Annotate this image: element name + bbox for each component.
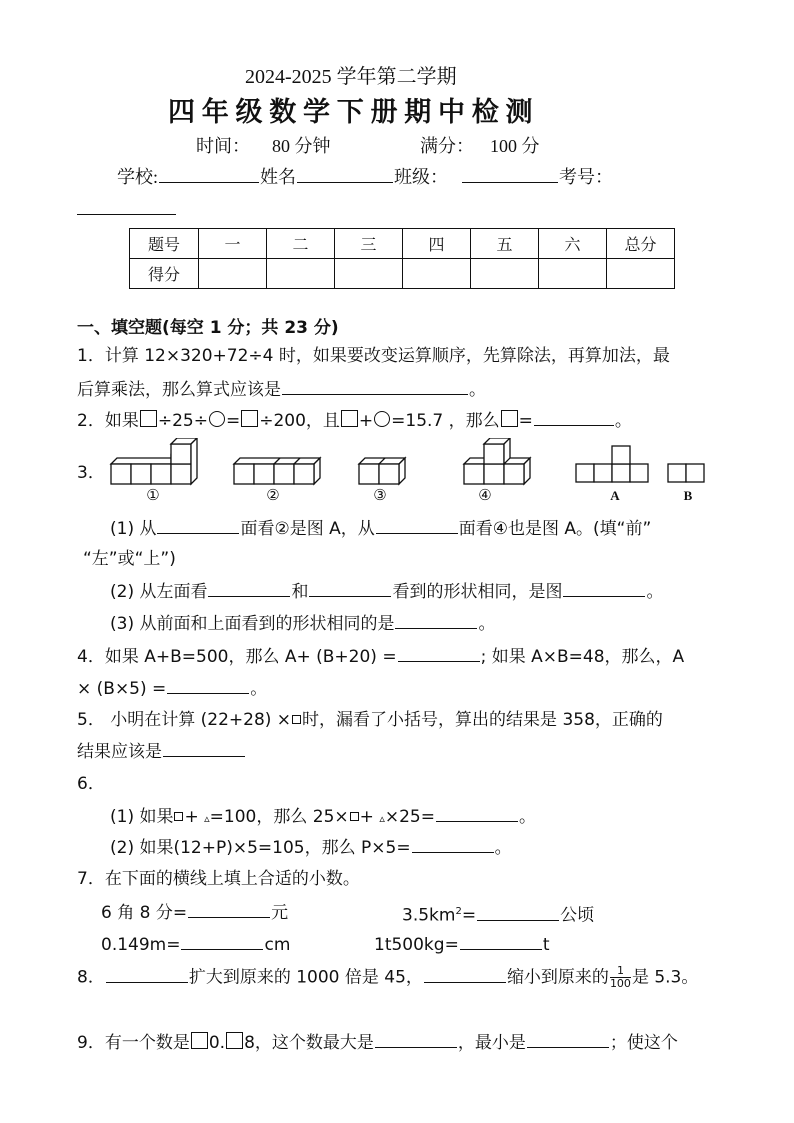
q9-blank[interactable] — [375, 1031, 457, 1048]
q7-a — [101, 901, 288, 924]
figure-label-4: ④ — [478, 488, 492, 504]
q3-text: 和 — [291, 582, 309, 602]
q3-text: (3) 从前面和上面看到的形状相同的是 — [110, 614, 395, 634]
small-triangle-icon: ▵ — [379, 812, 385, 825]
q1-text: 后算乘法，那么算式应该是 — [77, 380, 281, 400]
q7-text: t — [542, 935, 550, 955]
q1-line1: 1．计算 12×320+72÷4 时，如果要改变运算顺序，先算除法，再算加法，最 — [77, 346, 670, 366]
q8-line — [77, 965, 698, 990]
q5-text: 5． 小明在计算 (22+28) × — [77, 710, 292, 730]
q2-text: 2．如果 — [77, 411, 139, 431]
table-cell: 一 — [199, 229, 267, 259]
table-cell: 总分 — [607, 229, 675, 259]
q9-text: ；使这个 — [609, 1033, 678, 1053]
score-table-score-row — [130, 259, 675, 289]
circle-icon — [374, 411, 390, 427]
q3-text: 面看④也是图 A。(填“前” — [458, 519, 652, 539]
q3-sub3 — [110, 612, 495, 635]
q6-sub1 — [110, 805, 536, 830]
q3-text: 面看②是图 A，从 — [240, 519, 375, 539]
q2-text: ÷200，且 — [259, 411, 340, 431]
q7-text: 元 — [271, 903, 289, 923]
q8-text: 是 5.3。 — [631, 967, 699, 988]
q8-blank[interactable] — [424, 966, 506, 983]
q9-line — [77, 1031, 678, 1054]
q7-sup: 2 — [455, 906, 462, 917]
q1-blank[interactable] — [282, 378, 468, 395]
q3-text: 看到的形状相同，是图 — [392, 582, 563, 602]
q6-text: 。 — [518, 807, 536, 827]
q7-text: 6 角 8 分= — [101, 903, 188, 923]
q9-text: 0. — [208, 1033, 226, 1053]
score-cell[interactable] — [471, 259, 539, 289]
view-b-icon — [668, 464, 704, 482]
score-cell[interactable] — [539, 259, 607, 289]
q5-text: 时，漏看了小括号，算出的结果是 358，正确的 — [302, 710, 663, 730]
score-cell[interactable] — [607, 259, 675, 289]
student-info-line — [117, 163, 613, 189]
time-value: 80 分钟 — [272, 136, 331, 156]
square-box-icon — [341, 410, 358, 427]
square-box-icon — [241, 410, 258, 427]
q1-end: 。 — [469, 380, 486, 400]
q8-text: 缩小到原来的 — [506, 967, 609, 988]
q6-text: 。 — [494, 838, 512, 858]
figure-label-1: ① — [146, 488, 160, 504]
small-square-icon — [174, 812, 183, 821]
score-table-header-row — [130, 229, 675, 259]
q3-text: (2) 从左面看 — [110, 582, 208, 602]
table-cell: 三 — [335, 229, 403, 259]
q3-blank[interactable] — [309, 580, 391, 597]
square-box-icon — [140, 410, 157, 427]
q2-text: = — [225, 411, 241, 431]
q7-blank[interactable] — [188, 901, 270, 918]
full-score-value: 100 分 — [490, 136, 540, 156]
name-blank[interactable] — [297, 166, 393, 183]
school-label: 学校: — [117, 167, 159, 187]
q7-c — [101, 933, 290, 956]
q5-line1 — [77, 709, 663, 731]
cube-figures — [108, 438, 728, 498]
q9-text: 8，这个数最大是 — [244, 1033, 374, 1053]
q3-blank[interactable] — [395, 612, 477, 629]
q7-text: cm — [264, 935, 291, 955]
q6-sub2 — [110, 836, 512, 859]
q7-d — [374, 933, 549, 956]
exam-no-label: 考号： — [559, 167, 614, 187]
table-cell: 六 — [539, 229, 607, 259]
q7-text: 1t500kg= — [374, 935, 459, 955]
q2-text: =15.7 ，那么 — [391, 411, 500, 431]
q2-line — [77, 409, 632, 432]
score-cell[interactable] — [403, 259, 471, 289]
q8-text: 8． — [77, 967, 105, 988]
figure-label-3: ③ — [373, 488, 387, 504]
table-cell: 得分 — [130, 259, 199, 289]
cube-figure-1-icon — [111, 438, 197, 484]
page-title: 四 年 级 数 学 下 册 期 中 检 测 — [168, 97, 533, 127]
cube-figure-2-icon — [234, 458, 320, 484]
square-box-icon — [226, 1032, 243, 1049]
exam-no-blank[interactable] — [77, 214, 176, 215]
q9-text: 9．有一个数是 — [77, 1033, 190, 1053]
fraction — [610, 965, 631, 990]
q3-blank[interactable] — [157, 517, 239, 534]
table-cell: 四 — [403, 229, 471, 259]
figure-label-2: ② — [266, 488, 280, 504]
table-cell: 二 — [267, 229, 335, 259]
q2-text: ÷25÷ — [157, 411, 208, 431]
q4-text: × (B×5) = — [77, 679, 167, 699]
circle-icon — [209, 411, 225, 427]
view-a-icon — [576, 446, 648, 482]
q3-blank[interactable] — [376, 517, 458, 534]
square-box-icon — [501, 410, 518, 427]
score-table — [129, 228, 675, 289]
q7-text: 0.149m= — [101, 935, 181, 955]
fraction-numerator: 1 — [610, 965, 631, 978]
q6-text: ×25= — [384, 807, 435, 827]
q4-line2 — [77, 677, 267, 700]
term-line: 2024-2025 学年第二学期 — [245, 66, 457, 88]
table-cell: 五 — [471, 229, 539, 259]
q4-blank[interactable] — [167, 677, 249, 694]
q3-blank[interactable] — [563, 580, 645, 597]
q4-text: ; 如果 A×B=48，那么，A — [480, 647, 685, 667]
score-cell[interactable] — [199, 259, 267, 289]
q6-text: + — [184, 807, 205, 827]
class-blank[interactable] — [462, 166, 558, 183]
q5-line2 — [77, 740, 246, 763]
name-label: 姓名 — [260, 167, 297, 187]
q7-blank[interactable] — [460, 933, 542, 950]
q3-text: 。 — [646, 582, 664, 602]
q4-text: 4．如果 A+B=500，那么 A+ (B+20) = — [77, 647, 397, 667]
q7-text: 公顷 — [560, 905, 595, 926]
q5-blank[interactable] — [163, 740, 245, 757]
class-label: 班级： — [394, 167, 449, 187]
q7-line: 7．在下面的横线上填上合适的小数。 — [77, 869, 360, 889]
score-cell[interactable] — [267, 259, 335, 289]
q8-text: 扩大到原来的 1000 倍是 45， — [188, 967, 423, 988]
figure-label-a: A — [610, 488, 620, 503]
q9-text: ，最小是 — [457, 1033, 526, 1053]
q7-text: 3.5km — [402, 905, 456, 926]
q3-text: (1) 从 — [110, 519, 157, 539]
q4-text: 。 — [250, 679, 268, 699]
cube-figure-4-icon — [464, 438, 530, 484]
full-score-label: 满分： — [420, 136, 474, 156]
q3-sub2 — [110, 580, 663, 603]
q7-b — [402, 901, 594, 927]
q4-blank[interactable] — [398, 645, 480, 662]
q7-blank[interactable] — [181, 933, 263, 950]
q6-text: =100，那么 25× — [209, 807, 349, 827]
q2-blank[interactable] — [534, 409, 614, 426]
q6-text: (1) 如果 — [110, 807, 174, 827]
q6-text: + — [359, 807, 380, 827]
q2-text: = — [518, 411, 533, 431]
q6-number: 6． — [77, 774, 105, 794]
q2-text: + — [358, 411, 374, 431]
q4-line1 — [77, 645, 684, 668]
q3-number: 3． — [77, 463, 105, 483]
score-cell[interactable] — [335, 259, 403, 289]
fraction-denominator: 100 — [609, 977, 631, 990]
q2-end: 。 — [614, 411, 632, 431]
time-label: 时间： — [196, 136, 250, 156]
q3-sub1-cont: “左”或“上”) — [83, 549, 176, 569]
small-square-icon — [350, 812, 359, 821]
q3-sub1 — [110, 517, 651, 540]
q6-text: (2) 如果(12+P)×5=105，那么 P×5= — [110, 838, 411, 858]
q6-blank[interactable] — [412, 836, 494, 853]
q8-blank[interactable] — [106, 966, 188, 983]
table-cell: 题号 — [130, 229, 199, 259]
cube-figure-3-icon — [359, 458, 405, 484]
small-square-icon — [292, 715, 301, 724]
q1-line2 — [77, 378, 486, 401]
q7-text: = — [461, 905, 477, 926]
school-blank[interactable] — [159, 166, 259, 183]
figure-label-b: B — [683, 488, 693, 503]
q3-text: 。 — [478, 614, 496, 634]
q9-blank[interactable] — [527, 1031, 609, 1048]
square-box-icon — [191, 1032, 208, 1049]
q6-blank[interactable] — [436, 805, 518, 822]
section-heading: 一、填空题(每空 1 分；共 23 分) — [77, 318, 339, 338]
q5-text: 结果应该是 — [77, 742, 162, 762]
q3-blank[interactable] — [208, 580, 290, 597]
small-triangle-icon: ▵ — [204, 812, 210, 825]
q7-blank[interactable] — [477, 904, 559, 921]
